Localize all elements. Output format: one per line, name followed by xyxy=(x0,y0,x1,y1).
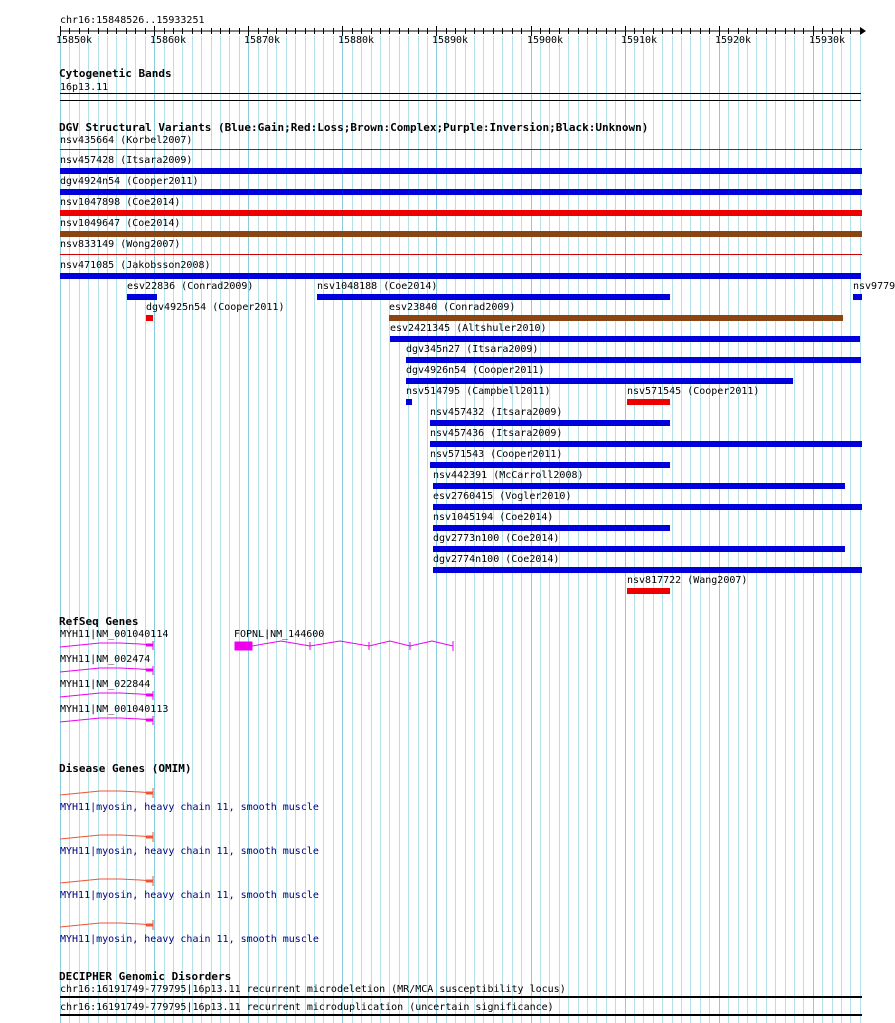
ruler-tick-label: 15920k xyxy=(714,35,752,46)
dgv-variant-label[interactable]: nsv435664 (Korbel2007) xyxy=(60,135,193,146)
dgv-variant-label[interactable]: nsv471085 (Jakobsson2008) xyxy=(60,260,211,271)
ruler-tick-label: 15890k xyxy=(431,35,469,46)
dgv-title: DGV Structural Variants (Blue:Gain;Red:Loss;Brown:Complex;Purple:Inversion;Black:Unknown) xyxy=(59,121,649,134)
refseq-gene-glyph xyxy=(60,641,153,650)
refseq-gene-label[interactable]: MYH11|NM_022844 xyxy=(60,679,151,690)
refseq-gene-glyph xyxy=(60,716,153,725)
dgv-variant-label[interactable]: nsv457432 (Itsara2009) xyxy=(430,407,563,418)
omim-gene-glyph xyxy=(60,920,153,930)
ruler-tick-label: 15900k xyxy=(526,35,564,46)
dgv-variant-label[interactable]: nsv442391 (McCarroll2008) xyxy=(433,470,584,481)
refseq-gene-label[interactable]: FOPNL|NM_144600 xyxy=(234,629,325,640)
ruler-tick-label: 15930k xyxy=(808,35,846,46)
dgv-variant-label[interactable]: dgv2774n100 (Coe2014) xyxy=(433,554,560,565)
decipher-item-bar[interactable] xyxy=(60,996,862,998)
omim-gene-label[interactable]: MYH11|myosin, heavy chain 11, smooth muscle xyxy=(60,802,319,813)
dgv-variant-label[interactable]: nsv1049647 (Coe2014) xyxy=(60,218,181,229)
dgv-variant-label[interactable]: esv2421345 (Altshuler2010) xyxy=(390,323,547,334)
omim-gene-label[interactable]: MYH11|myosin, heavy chain 11, smooth muscle xyxy=(60,846,319,857)
refseq-gene-label[interactable]: MYH11|NM_002474 xyxy=(60,654,151,665)
omim-gene-glyph xyxy=(60,788,153,798)
omim-gene-label[interactable]: MYH11|myosin, heavy chain 11, smooth muscle xyxy=(60,934,319,945)
dgv-variant-label[interactable]: dgv345n27 (Itsara2009) xyxy=(406,344,539,355)
dgv-variant-label[interactable]: nsv833149 (Wong2007) xyxy=(60,239,181,250)
dgv-variant-label[interactable]: dgv4925n54 (Cooper2011) xyxy=(146,302,285,313)
dgv-variant-label[interactable]: dgv4924n54 (Cooper2011) xyxy=(60,176,199,187)
cytoband-title: Cytogenetic Bands xyxy=(59,67,172,80)
ruler-range-label: chr16:15848526..15933251 xyxy=(60,15,205,26)
decipher-title: DECIPHER Genomic Disorders xyxy=(59,970,232,983)
omim-title: Disease Genes (OMIM) xyxy=(59,762,192,775)
refseq-gene-glyph xyxy=(60,691,153,700)
omim-gene-glyph xyxy=(60,832,153,842)
ruler-tick-label: 15850k xyxy=(55,35,93,46)
dgv-variant-label[interactable]: nsv1048188 (Coe2014) xyxy=(317,281,438,292)
dgv-variant-label[interactable]: nsv571543 (Cooper2011) xyxy=(430,449,563,460)
dgv-variant-label[interactable]: nsv1047898 (Coe2014) xyxy=(60,197,181,208)
dgv-variant-label[interactable]: esv2760415 (Vogler2010) xyxy=(433,491,572,502)
refseq-gene-label[interactable]: MYH11|NM_001040113 xyxy=(60,704,169,715)
ruler-tick-label: 15860k xyxy=(149,35,187,46)
decipher-item-label[interactable]: chr16:16191749-779795|16p13.11 recurrent microdeletion (MR/MCA susceptibility locus) xyxy=(60,984,566,995)
dgv-variant-label[interactable]: nsv9779 xyxy=(853,281,895,292)
decipher-item-label[interactable]: chr16:16191749-779795|16p13.11 recurrent microduplication (uncertain significance) xyxy=(60,1002,554,1013)
omim-gene-label[interactable]: MYH11|myosin, heavy chain 11, smooth muscle xyxy=(60,890,319,901)
dgv-variant-label[interactable]: dgv2773n100 (Coe2014) xyxy=(433,533,560,544)
dgv-variant-label[interactable]: nsv817722 (Wang2007) xyxy=(627,575,748,586)
refseq-title: RefSeq Genes xyxy=(59,615,139,628)
dgv-variant-label[interactable]: nsv1045194 (Coe2014) xyxy=(433,512,554,523)
dgv-variant-label[interactable]: nsv457428 (Itsara2009) xyxy=(60,155,193,166)
dgv-variant-label[interactable]: dgv4926n54 (Cooper2011) xyxy=(406,365,545,376)
dgv-variant-label[interactable]: esv22836 (Conrad2009) xyxy=(127,281,254,292)
refseq-gene-label[interactable]: MYH11|NM_001040114 xyxy=(60,629,169,640)
ruler-tick-label: 15910k xyxy=(620,35,658,46)
decipher-item-bar[interactable] xyxy=(60,1014,862,1016)
refseq-gene-glyph xyxy=(60,666,153,675)
ruler-tick-label: 15870k xyxy=(243,35,281,46)
dgv-variant-label[interactable]: nsv457436 (Itsara2009) xyxy=(430,428,563,439)
ruler-tick-label: 15880k xyxy=(337,35,375,46)
omim-gene-glyph xyxy=(60,876,153,886)
cytoband-label: 16p13.11 xyxy=(60,82,109,93)
dgv-variant-label[interactable]: nsv514795 (Campbell2011) xyxy=(406,386,551,397)
dgv-variant-label[interactable]: nsv571545 (Cooper2011) xyxy=(627,386,760,397)
refseq-gene-glyph xyxy=(235,641,453,651)
dgv-variant-label[interactable]: esv23840 (Conrad2009) xyxy=(389,302,516,313)
